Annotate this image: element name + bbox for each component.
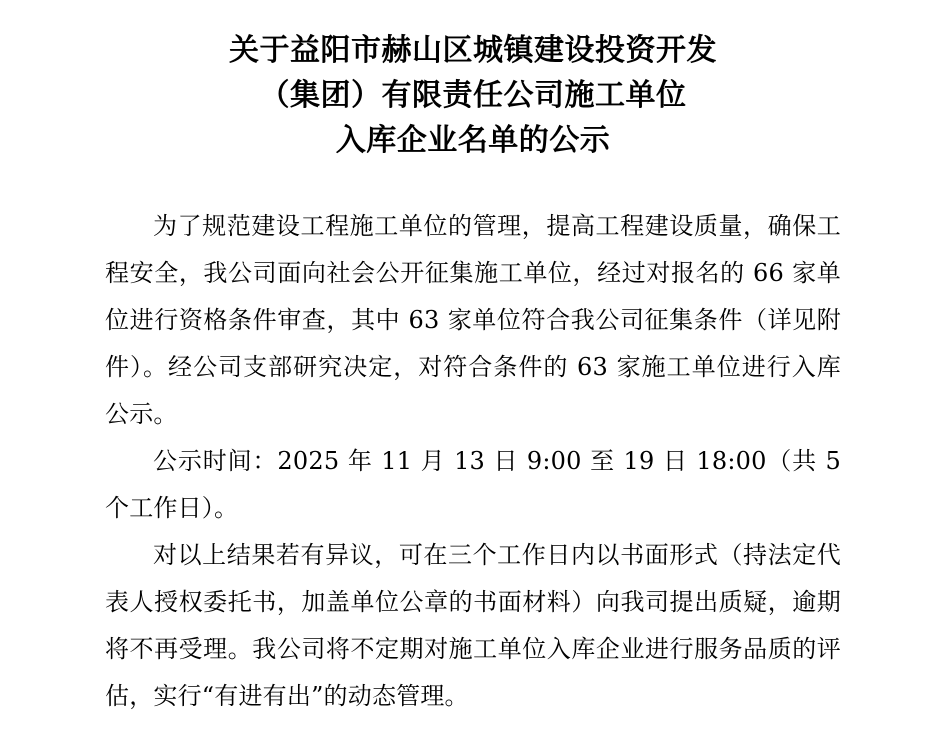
page-title-line-1: 关于益阳市赫山区城镇建设投资开发 xyxy=(229,33,717,68)
paragraph-2: 公示时间：2025 年 11 月 13 日 9:00 至 19 日 18:00（共 5 个工作日）。 xyxy=(105,447,841,522)
document-body xyxy=(105,203,841,720)
paragraph-3: 对以上结果若有异议，可在三个工作日内以书面形式（持法定代表人授权委托书，加盖单位公章的书面材料）向我司提出质疑，逾期将不再受理。我公司将不定期对施工单位入库企业进行服务品质的评估，实行“有进有出”的动态管理。 xyxy=(105,541,841,710)
page-title-line-2: （集团）有限责任公司施工单位 xyxy=(259,78,687,113)
page-title-line-3: 入库企业名单的公示 xyxy=(335,123,611,158)
paragraph-1: 为了规范建设工程施工单位的管理，提高工程建设质量，确保工程安全，我公司面向社会公开征集施工单位，经过对报名的 66 家单位进行资格条件审查，其中 63 家单位符合我公司征集条件（详见附件）。经公司支部研究决定，对符合条件的 63 家施工单位进行入库公示。 xyxy=(105,212,841,428)
page-title xyxy=(105,18,841,163)
